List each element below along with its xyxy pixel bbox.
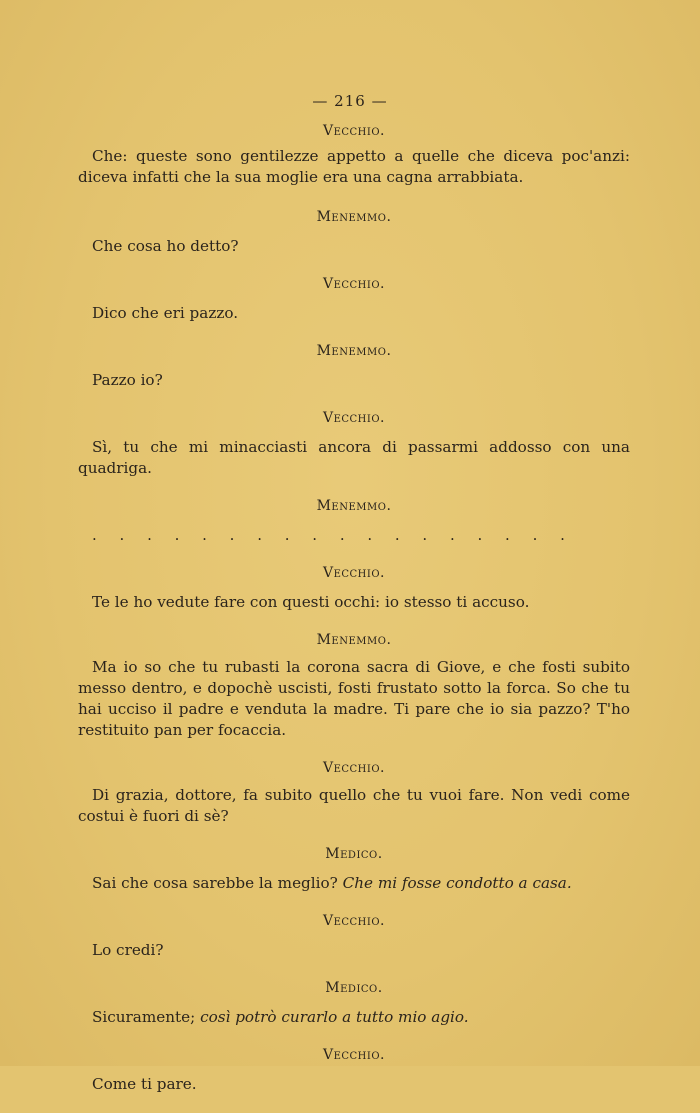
dialogue-line: Te le ho vedute fare con questi occhi: io stesso ti accuso. bbox=[92, 593, 530, 611]
speaker-name: Menemmo. bbox=[316, 343, 392, 359]
speaker-name: Menemmo. bbox=[316, 498, 392, 514]
omission-dots: . . . . . . . . . . . . . . . . . . bbox=[92, 526, 574, 544]
dialogue-line: Come ti pare. bbox=[92, 1075, 197, 1093]
stage-aside: così potrò curarlo a tutto mio agio. bbox=[200, 1008, 469, 1026]
dialogue-line: Ma io so che tu rubasti la corona sacra di Giove, e che fosti subito messo dentro, e dopochè uscisti, fosti frustato sotto la forca. So che tu hai ucciso il padre e venduta la madre. Ti pare che io sia pazzo? T'ho restituito pan per focaccia. bbox=[78, 658, 630, 739]
speaker-name: Vecchio. bbox=[322, 565, 386, 581]
dialogue-line: Dico che eri pazzo. bbox=[92, 304, 239, 322]
dialogue-text-plain: Sai che cosa sarebbe la meglio? bbox=[92, 874, 338, 892]
speaker-name: Vecchio. bbox=[322, 1047, 386, 1063]
page-number: — 216 — bbox=[312, 92, 388, 110]
speaker-name: Menemmo. bbox=[316, 209, 392, 225]
speaker-name: Medico. bbox=[325, 846, 383, 862]
speaker-name: Vecchio. bbox=[322, 123, 386, 139]
dialogue-line: Lo credi? bbox=[92, 941, 164, 959]
dialogue-line bbox=[78, 873, 630, 894]
dialogue-line: Che: queste sono gentilezze appetto a quelle che diceva poc'anzi: diceva infatti che la sua moglie era una cagna arrabbiata. bbox=[78, 147, 630, 186]
dialogue-text bbox=[78, 122, 630, 1113]
speaker-name: Vecchio. bbox=[322, 913, 386, 929]
speaker-name: Medico. bbox=[325, 980, 383, 996]
speaker-name: Vecchio. bbox=[322, 276, 386, 292]
dialogue-text-plain: Sicuramente; bbox=[92, 1008, 196, 1026]
stage-aside: Che mi fosse condotto a casa. bbox=[342, 874, 572, 892]
speaker-name: Vecchio. bbox=[322, 410, 386, 426]
speaker-name: Menemmo. bbox=[316, 632, 392, 648]
dialogue-line: Sì, tu che mi minacciasti ancora di passarmi addosso con una quadriga. bbox=[78, 438, 630, 477]
dialogue-line: Di grazia, dottore, fa subito quello che tu vuoi fare. Non vedi come costui è fuori di sè? bbox=[78, 786, 630, 825]
speaker-name: Vecchio. bbox=[322, 760, 386, 776]
dialogue-line bbox=[78, 1007, 630, 1028]
dialogue-line: Che cosa ho detto? bbox=[92, 237, 239, 255]
dialogue-line: Pazzo io? bbox=[92, 371, 163, 389]
